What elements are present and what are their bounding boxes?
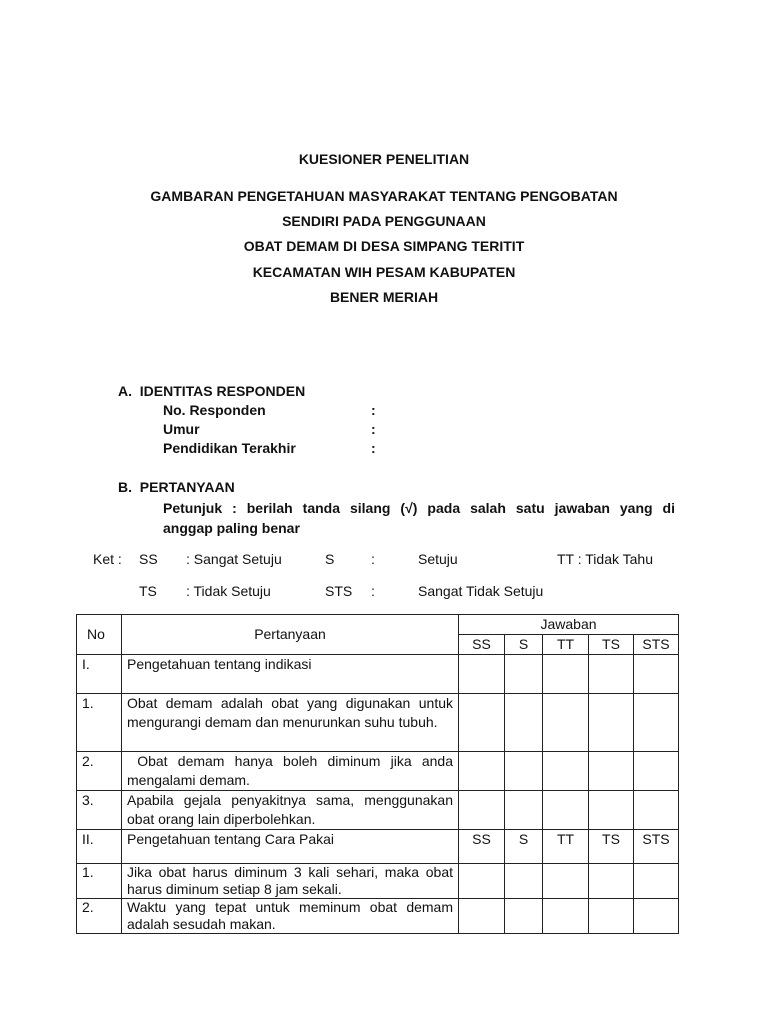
- question-no: 2.: [77, 899, 122, 934]
- ket-desc-ts: : Tidak Setuju: [186, 583, 271, 599]
- section-a-heading: A. IDENTITAS RESPONDEN: [118, 383, 306, 399]
- section-title: Pengetahuan tentang Cara Pakai: [122, 830, 459, 864]
- answer-cell-s[interactable]: [505, 864, 543, 899]
- ket-label: Ket :: [93, 551, 122, 567]
- question-no: 1.: [77, 864, 122, 899]
- section-no: I.: [77, 655, 122, 694]
- answer-cell-ts[interactable]: [589, 864, 634, 899]
- section-answer-ss: SS: [459, 830, 505, 864]
- section-answer-sts: STS: [634, 830, 679, 864]
- answer-cell-sts[interactable]: [634, 864, 679, 899]
- ket-code-s: S: [325, 551, 335, 567]
- subtitle-line-4: KECAMATAN WIH PESAM KABUPATEN: [252, 264, 516, 280]
- header-answer-ts: TS: [589, 635, 634, 655]
- section-no: II.: [77, 830, 122, 864]
- answer-cell-sts[interactable]: [634, 694, 679, 752]
- question-text: Apabila gejala penyakitnya sama, menggunakan obat orang lain diperbolehkan.: [122, 791, 459, 830]
- instruction-line-2: anggap paling benar: [163, 520, 300, 536]
- answer-cell-ts[interactable]: [589, 752, 634, 791]
- answer-cell-sts[interactable]: [634, 791, 679, 830]
- answer-cell-s[interactable]: [505, 899, 543, 934]
- header-answer-tt: TT: [543, 635, 589, 655]
- ket-code-ts: TS: [139, 583, 157, 599]
- section-answer-tt: TT: [543, 830, 589, 864]
- ket-desc-s: Setuju: [418, 551, 458, 567]
- ket-colon-s: :: [371, 551, 375, 567]
- questionnaire-table: [76, 614, 679, 934]
- section-title: Pengetahuan tentang indikasi: [122, 655, 459, 694]
- subtitle-line-3: OBAT DEMAM DI DESA SIMPANG TERITIT: [243, 238, 525, 254]
- answer-cell-s[interactable]: [505, 655, 543, 694]
- answer-cell-ss[interactable]: [459, 864, 505, 899]
- section-row-cara-pakai: [77, 830, 679, 864]
- field-colon-pendidikan: :: [371, 440, 376, 456]
- question-text: Jika obat harus diminum 3 kali sehari, maka obat harus diminum setiap 8 jam sekali.: [122, 864, 459, 899]
- answer-cell-tt[interactable]: [543, 752, 589, 791]
- answer-cell-ss[interactable]: [459, 694, 505, 752]
- question-text: Obat demam hanya boleh diminum jika anda mengalami demam.: [122, 752, 459, 791]
- answer-cell-tt[interactable]: [543, 899, 589, 934]
- question-row: [77, 864, 679, 899]
- answer-cell-ss[interactable]: [459, 655, 505, 694]
- section-b-heading: B. PERTANYAAN: [118, 479, 235, 495]
- header-answer-sts: STS: [634, 635, 679, 655]
- question-no: 3.: [77, 791, 122, 830]
- answer-cell-ts[interactable]: [589, 899, 634, 934]
- question-no: 1.: [77, 694, 122, 752]
- ket-code-ss: SS: [139, 551, 158, 567]
- header-answer-s: S: [505, 635, 543, 655]
- question-row: [77, 694, 679, 752]
- header-pertanyaan: Pertanyaan: [122, 615, 459, 655]
- ket-desc-ss: : Sangat Setuju: [186, 551, 282, 567]
- answer-cell-tt[interactable]: [543, 694, 589, 752]
- section-row-indikasi: [77, 655, 679, 694]
- field-label-no-responden: No. Responden: [163, 402, 266, 418]
- ket-desc-tt: TT : Tidak Tahu: [557, 551, 653, 567]
- header-no: No: [77, 615, 122, 655]
- answer-cell-tt[interactable]: [543, 864, 589, 899]
- section-answer-s: S: [505, 830, 543, 864]
- subtitle-line-1: GAMBARAN PENGETAHUAN MASYARAKAT TENTANG PENGOBATAN: [150, 188, 618, 204]
- answer-cell-sts[interactable]: [634, 655, 679, 694]
- answer-cell-tt[interactable]: [543, 791, 589, 830]
- question-no: 2.: [77, 752, 122, 791]
- answer-cell-ts[interactable]: [589, 694, 634, 752]
- ket-desc-sts: Sangat Tidak Setuju: [418, 583, 544, 599]
- answer-cell-ts[interactable]: [589, 655, 634, 694]
- question-text: Waktu yang tepat untuk meminum obat demam adalah sesudah makan.: [122, 899, 459, 934]
- instruction-line-1: Petunjuk : berilah tanda silang (√) pada salah satu jawaban yang di: [163, 500, 675, 516]
- answer-cell-sts[interactable]: [634, 752, 679, 791]
- question-text: Obat demam adalah obat yang digunakan untuk mengurangi demam dan menurunkan suhu tubuh.: [122, 694, 459, 752]
- answer-cell-sts[interactable]: [634, 899, 679, 934]
- answer-cell-s[interactable]: [505, 791, 543, 830]
- question-row: [77, 791, 679, 830]
- answer-cell-ss[interactable]: [459, 791, 505, 830]
- document-title: KUESIONER PENELITIAN: [298, 151, 470, 167]
- header-answer-ss: SS: [459, 635, 505, 655]
- answer-cell-s[interactable]: [505, 694, 543, 752]
- question-row: [77, 752, 679, 791]
- field-colon-no-responden: :: [371, 402, 376, 418]
- subtitle-line-2: SENDIRI PADA PENGGUNAAN: [282, 213, 486, 229]
- field-colon-umur: :: [371, 421, 376, 437]
- ket-code-sts: STS: [325, 583, 353, 599]
- answer-cell-ss[interactable]: [459, 752, 505, 791]
- answer-cell-ss[interactable]: [459, 899, 505, 934]
- ket-colon-sts: :: [371, 583, 375, 599]
- subtitle-line-5: BENER MERIAH: [329, 289, 439, 305]
- question-row: [77, 899, 679, 934]
- header-jawaban: Jawaban: [459, 615, 679, 635]
- section-answer-ts: TS: [589, 830, 634, 864]
- answer-cell-tt[interactable]: [543, 655, 589, 694]
- answer-cell-s[interactable]: [505, 752, 543, 791]
- field-label-pendidikan: Pendidikan Terakhir: [163, 440, 296, 456]
- answer-cell-ts[interactable]: [589, 791, 634, 830]
- field-label-umur: Umur: [163, 421, 200, 437]
